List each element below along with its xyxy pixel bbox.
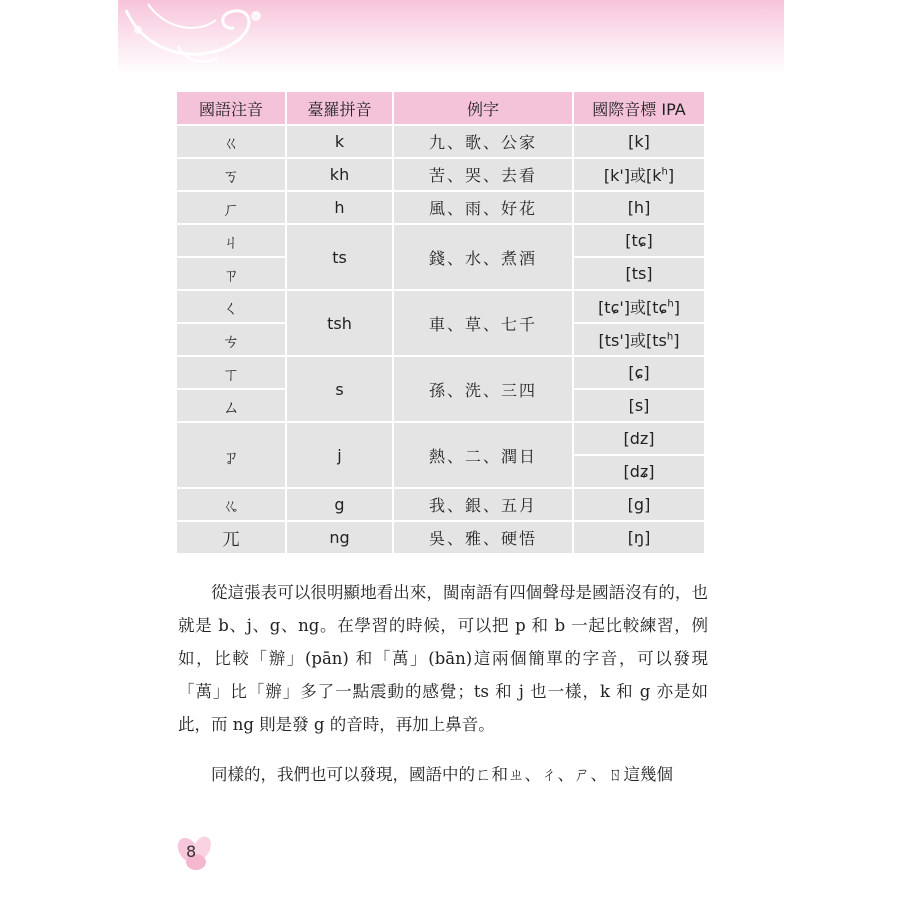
table-row — [177, 489, 704, 520]
examples-cell: 孫、洗、三四 — [394, 357, 572, 421]
ipa-cell: [ts] — [574, 258, 704, 289]
table-row — [177, 423, 704, 454]
ipa-cell: [h] — [574, 192, 704, 223]
ipa-main: [tɕ']或[tɕ — [598, 298, 668, 317]
ipa-cell: [ɕ] — [574, 357, 704, 388]
examples-cell: 苦、哭、去看 — [394, 159, 572, 190]
tailo-cell: g — [287, 489, 392, 520]
table-row — [177, 192, 704, 223]
examples-cell: 風、雨、好花 — [394, 192, 572, 223]
body-paragraph-2: 同樣的，我們也可以發現，國語中的ㄈ和ㄓ、ㄔ、ㄕ、ㄖ這幾個 — [211, 765, 673, 784]
ipa-main: [ts']或[ts — [598, 331, 667, 350]
page-number: 8 — [186, 842, 197, 861]
table-row — [177, 357, 704, 388]
zhuyin-cell: ㄑ — [177, 291, 285, 322]
phonetic-table — [175, 90, 706, 555]
ipa-cell: [s] — [574, 390, 704, 421]
zhuyin-cell: ㄗ — [177, 258, 285, 289]
ipa-cell: [dz] — [574, 423, 704, 454]
tailo-cell: tsh — [287, 291, 392, 355]
tailo-cell: ts — [287, 225, 392, 289]
examples-cell: 車、草、七千 — [394, 291, 572, 355]
zhuyin-cell: ㄏ — [177, 192, 285, 223]
ipa-cell — [574, 159, 704, 190]
tailo-cell: kh — [287, 159, 392, 190]
table-row — [177, 225, 704, 256]
table-row — [177, 291, 704, 322]
ipa-cell — [574, 291, 704, 322]
ipa-cell: [k] — [574, 126, 704, 157]
table-row — [177, 126, 704, 157]
table-header-row — [177, 92, 704, 124]
body-paragraph-1: 從這張表可以很明顯地看出來，閩南語有四個聲母是國語沒有的，也就是 b、j、g、ng。在學習的時候，可以把 p 和 b 一起比較練習，例如，比較「辦」(pān) 和「萬」(bān)這兩個簡單的字音，可以發現「萬」比「辦」多了一點震動的感覺；ts 和 j 也一樣，k 和 g 亦是如此，而 ng 則是發 g 的音時，再加上鼻音。 — [178, 583, 708, 734]
header-zhuyin: 國語注音 — [177, 92, 285, 124]
ipa-cell: [tɕ] — [574, 225, 704, 256]
examples-cell: 錢、水、煮酒 — [394, 225, 572, 289]
header-ipa: 國際音標 IPA — [574, 92, 704, 124]
tailo-cell: j — [287, 423, 392, 487]
zhuyin-cell: ㄘ — [177, 324, 285, 355]
ipa-cell: [ŋ] — [574, 522, 704, 553]
ipa-cell — [574, 324, 704, 355]
zhuyin-cell: ㆣ — [177, 489, 285, 520]
zhuyin-cell: ㆡ — [177, 423, 285, 487]
ipa-end: ] — [673, 298, 680, 317]
tailo-cell: k — [287, 126, 392, 157]
ipa-end: ] — [673, 331, 680, 350]
zhuyin-cell: ㄎ — [177, 159, 285, 190]
ipa-cell: [dʑ] — [574, 456, 704, 487]
zhuyin-cell: ㄙ — [177, 390, 285, 421]
page-number-badge — [174, 832, 218, 876]
table-row — [177, 159, 704, 190]
zhuyin-cell: ㄐ — [177, 225, 285, 256]
zhuyin-cell: ㄒ — [177, 357, 285, 388]
ipa-aspiration-mark: h — [667, 298, 674, 310]
tailo-cell: s — [287, 357, 392, 421]
examples-cell: 熱、二、潤日 — [394, 423, 572, 487]
ipa-aspiration-mark: h — [661, 166, 668, 178]
tailo-cell: h — [287, 192, 392, 223]
table-row — [177, 522, 704, 553]
floral-swirl-ornament — [118, 0, 288, 74]
header-tailo: 臺羅拼音 — [287, 92, 392, 124]
examples-cell: 我、銀、五月 — [394, 489, 572, 520]
examples-cell: 吳、雅、硬悟 — [394, 522, 572, 553]
ipa-cell: [g] — [574, 489, 704, 520]
tailo-cell: ng — [287, 522, 392, 553]
zhuyin-cell: ㄍ — [177, 126, 285, 157]
header-examples: 例字 — [394, 92, 572, 124]
examples-cell: 九、歌、公家 — [394, 126, 572, 157]
zhuyin-cell: ㄫ — [177, 522, 285, 553]
ipa-end: ] — [667, 166, 675, 185]
ipa-aspiration-mark: h — [666, 331, 674, 343]
ipa-main: [k']或[k — [603, 166, 662, 185]
